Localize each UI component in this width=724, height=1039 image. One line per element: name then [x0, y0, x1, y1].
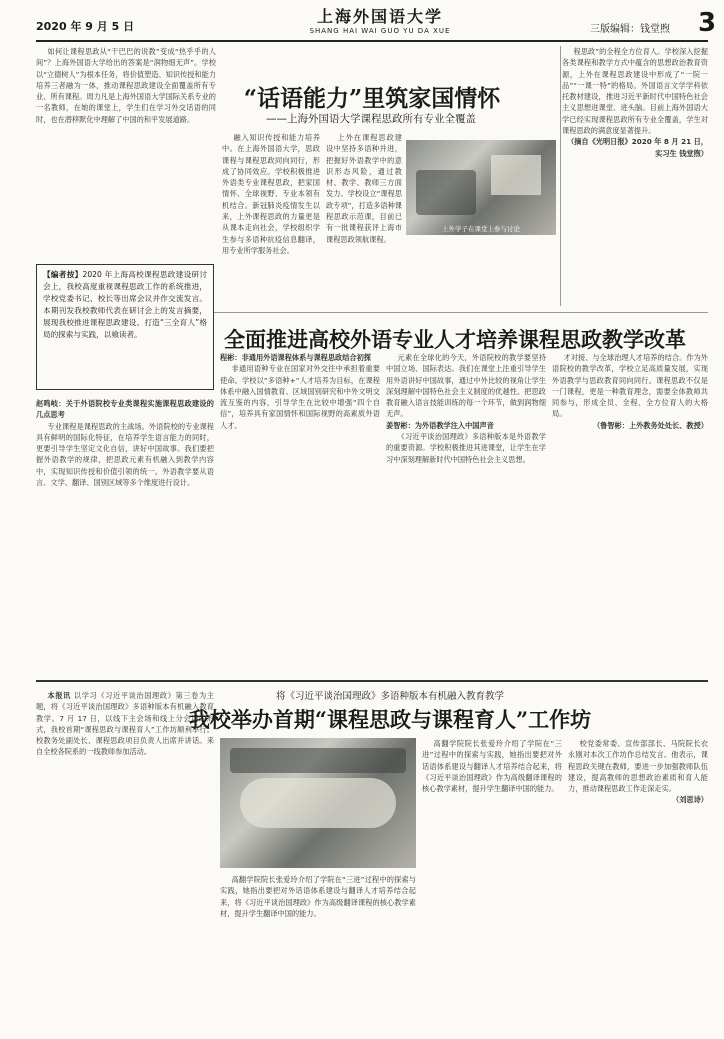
editor-note-text: 2020 年上海高校课程思政建设研讨会上，我校高度重视课程思政工作的系统推进，学校党委书记、校长等出席会议并作交流发言。本期刊发我校教师代表在研讨会上的发言摘要，展现我校推进课程思政建设、打造“三全育人”格局的探索与实践，以飨读者。 — [43, 270, 207, 339]
article1-column-1 — [36, 46, 216, 238]
article3-paragraph: 以学习《习近平谈治国理政》第三卷为主题，将《习近平谈治国理政》多语种版本有机融入教育教学。7 月 17 日，以线下主会场和线上分会场的形式，我校首期“课程思政与课程育人”工作坊顺利举行。校教务处副处长、课程思政项目负责人出席并讲话。来自全校各院系的一线教师参加活动。 — [36, 691, 214, 757]
article3-paragraph: 校党委常委、宣传部部长、马院院长衣永刚对本次工作坊作总结发言。他表示，课程思政关键在教师，要进一步加强教师队伍建设，提高教师的思想政治素质和育人能力，推动课程思政工作走深走实。 — [568, 739, 708, 794]
photo-figure-shape — [416, 170, 476, 215]
masthead — [0, 0, 724, 40]
article2-column-2 — [220, 352, 380, 668]
article2-column-4 — [552, 352, 708, 668]
article3-column-1 — [36, 690, 214, 1030]
article2-paragraph: 元素在全球化的今天，外语院校的教学要坚持中国立场、国际表达。我们在课堂上注重引导学生用外语讲好中国故事，通过中外比较的视角让学生深刻理解中国特色社会主义制度的优越性。把思政教育融入语言技能训练的每一个环节，做到润物细无声。 — [386, 353, 546, 419]
page-number: 3 — [698, 8, 717, 38]
issue-date: 2020 年 9 月 5 日 — [36, 20, 135, 33]
article2-author-heading: 姜智彬：为外语教学注入中国声音 — [386, 420, 494, 430]
article1-photo — [406, 140, 556, 235]
article2-title: 全面推进高校外语专业人才培养课程思政教学改革 — [224, 327, 686, 352]
article1-paragraph: 如何让课程思政从“干巴巴的说教”变成“热乎乎的人间”？上海外国语大学给出的答案是“润物细无声”。学校以“立德树人”为根本任务，将价值塑造、知识传授和能力培养三者融为一体，推动课程思政建设全面覆盖所有专业、所有课程。周力凡是上海外国语大学国际关系专业的一名教师，在她的课堂上，学生们在学习外交话语的同时，也在潜移默化中理解了中国的和平发展道路。 — [36, 47, 216, 124]
photo-screen-shape — [491, 155, 541, 195]
article3-signature: （刘思诗） — [672, 795, 708, 805]
masthead-rule — [36, 40, 708, 42]
photo-caption: 上外学子在课堂上参与讨论 — [442, 225, 520, 233]
article3-column-2 — [422, 738, 562, 1030]
article1-source: （摘自《光明日报》2020 年 8 月 21 日，实习生 钱堂煦） — [567, 137, 708, 158]
article1-paragraph: 融入知识传授和能力培养中。在上海外国语大学，思政课程与课程思政同向同行，形成了协同效应。学校积极推进外语类专业课程思政，把家国情怀、全球视野、专业本领有机结合。新冠肺炎疫情发生以来，上外课程思政的力量更是从课本走向社会，学校组织学生参与多语种抗疫信息翻译，用专业所学服务社会。 — [222, 133, 320, 255]
section-divider — [36, 680, 708, 682]
column-divider — [560, 46, 561, 306]
article3-lead-tag: 本报讯 — [47, 691, 71, 700]
editor-note-tag: 【编者按】 — [43, 270, 83, 279]
article2-paragraph: 非通用语种专业在国家对外交往中承担着重要使命。学校以“多语种+”人才培养为目标，在课程体系中融入国情教育、区域国别研究和中外文明交流互鉴的内容，引导学生在比较中增强“四个自信”，培养具有家国情怀和国际视野的高素质外语人才。 — [220, 364, 380, 430]
article1-column-4 — [562, 46, 708, 302]
article2-column-3 — [386, 352, 546, 668]
paper-logo — [300, 4, 460, 35]
article1-subtitle: ——上海外国语大学课程思政所有专业全覆盖 — [266, 113, 476, 125]
article3-paragraph: 高翻学院院长张爱玲介绍了学院在“三进”过程中的探索与实践，她指出要把对外话语体系建设与翻译人才培养结合起来，将《习近平谈治国理政》作为高级翻译课程的核心教学素材，提升学生翻译中国的能力。 — [220, 875, 416, 918]
article2-author-heading: 程彬：非通用外语课程体系与课程思政结合初探 — [220, 353, 371, 362]
photo-table-shape — [240, 778, 396, 828]
article2-paragraph: 专业课程是课程思政的主战场。外语院校的专业课程具有鲜明的国际化特征，在培养学生语言能力的同时，更要引导学生坚定文化自信，讲好中国故事。我们要把握外语教学的规律，把思政元素有机融入到教学内容中，实现知识传授和价值引领的统一。外语教学要从语言、文学、翻译、国别区域等多个维度进行设计。 — [36, 421, 214, 488]
article3-column-3 — [568, 738, 708, 1030]
article3-photo — [220, 738, 416, 868]
article2-paragraph: 《习近平谈治国理政》多语种版本是外语教学的重要资源。学校积极推进其进课堂，让学生在学习中深刻理解新时代中国特色社会主义思想。 — [386, 432, 546, 464]
article1-column-3 — [326, 132, 402, 302]
editor-note-box — [36, 264, 214, 390]
article3-title: 我校举办首期“课程思政与课程育人”工作坊 — [188, 707, 592, 732]
article2-column-1 — [36, 398, 214, 668]
edition-editor: 三版编辑：钱堂煦 — [590, 24, 670, 35]
article2-author-heading: 赵鸣岐：关于外语院校专业类课程实施课程思政建设的几点思考 — [36, 399, 214, 420]
article2-signature: （鲁智彬：上外教务处处长、教授） — [592, 420, 708, 430]
article3-paragraph: 高翻学院院长张爱玲介绍了学院在“三进”过程中的探索与实践，她指出要把对外话语体系建设与翻译人才培养结合起来，将《习近平谈治国理政》作为高级翻译课程的核心教学素材，提升学生翻译中国的能力。 — [422, 739, 562, 794]
article1-title: “话语能力”里筑家国情怀 — [243, 85, 501, 112]
article3-column-2b — [220, 874, 416, 1030]
article2-paragraph: 才对接、与全球治理人才培养的结合。作为外语院校的教学改革，学校立足高质量发展，实现外语教学与思政教育同向同行。课程思政不仅是一门课程，更是一种教育理念，需要全体教师共同参与，形成全员、全程、全方位育人的大格局。 — [552, 353, 708, 419]
article3-kicker: 将《习近平谈治国理政》多语种版本有机融入教育教学 — [275, 691, 504, 702]
article1-paragraph: 程思政”的全程全方位育人。学校深入挖掘各类课程和教学方式中蕴含的思想政治教育资源，上外在课程思政建设中形成了“一院一品”“一课一特”的格局。外国语言文学学科依托教材建设，推进习近平新时代中国特色社会主义思想进课堂、进头脑。目前上海外国语大学已经实现课程思政所有专业全覆盖，学生对课程思政的满意度显著提升。 — [562, 47, 708, 136]
article1-column-2 — [222, 132, 320, 302]
article1-paragraph: 上外在课程思政建设中坚持多语种并进，把握好外语教学中的意识形态风险，通过教材、教学、教师三方面发力。学校设立“课程思政专项”，打造多语种课程思政示范课，目前已有一批课程获评上海市课程思政领航课程。 — [326, 133, 402, 244]
paper-name: 上海外国语大学 — [316, 7, 443, 26]
paper-pinyin: SHANG HAI WAI GUO YU DA XUE — [309, 27, 451, 35]
photo-people-shape — [230, 748, 406, 773]
